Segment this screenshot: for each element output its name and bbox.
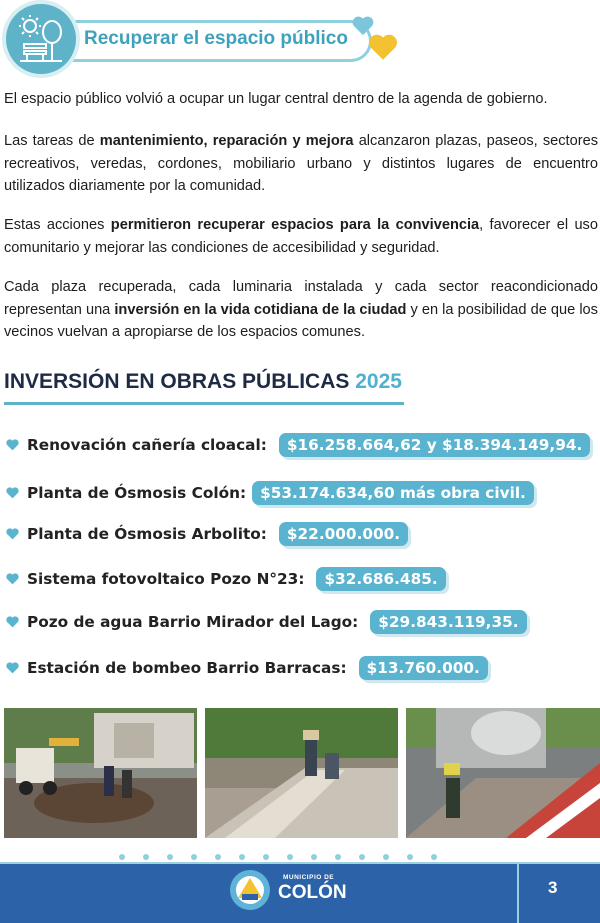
list-item [6,522,408,546]
photo-sewer-works [4,708,197,838]
item-label: Planta de Ósmosis Colón: [27,484,247,502]
item-value: $22.000.000. [279,522,408,546]
paragraph-tasks: Las tareas de mantenimiento, reparación y mejora alcanzaron plazas, paseos, sectores recreativos, veredas, cordones, mobiliario urbano y distintos lugares de encuentro utilizados diariamente por la comunidad. [4,133,598,194]
heart-bullet-icon [6,528,19,540]
item-label: Estación de bombeo Barrio Barracas: [27,659,347,677]
heart-bullet-icon [6,616,19,628]
heart-bullet-icon [6,573,19,585]
heart-bullet-icon [6,439,19,451]
municipal-logo [228,868,272,916]
list-item [6,433,590,457]
item-value: $32.686.485. [316,567,445,591]
city-name: COLÓN [278,882,347,903]
page-title: Recuperar el espacio público [84,28,348,49]
photo-concrete-works [406,708,600,838]
heart-icon [368,34,398,65]
list-item [6,567,446,591]
heart-bullet-icon [6,487,19,499]
list-item [6,656,488,680]
item-label: Sistema fotovoltaico Pozo N°23: [27,570,305,588]
item-value: $16.258.664,62 y $18.394.149,94. [279,433,590,457]
paragraph-investment: Cada plaza recuperada, cada luminaria instalada y cada sector reacondicionado representan una inversión en la vida cotidiana de la ciudad y en la posibilidad de que los vecinos vuelvan a apropiarse de los espacios comunes. [4,279,598,340]
item-label: Pozo de agua Barrio Mirador del Lago: [27,613,359,631]
page-number: 3 [548,878,558,897]
list-item [6,481,534,505]
municipality-caption: MUNICIPIO DE [283,874,335,881]
paragraph-actions: Estas acciones permitieron recuperar espacios para la convivencia, favorecer el uso comunitario y mejorar las condiciones de accesibilidad y seguridad. [4,217,598,256]
list-item [6,610,527,634]
item-value: $53.174.634,60 más obra civil. [252,481,534,505]
park-bench-icon [6,4,76,74]
item-label: Planta de Ósmosis Arbolito: [27,525,267,543]
paragraph-intro: El espacio público volvió a ocupar un lugar central dentro de la agenda de gobierno. [4,91,548,107]
item-label: Renovación cañería cloacal: [27,436,267,454]
photo-sidewalk-works [205,708,398,838]
heart-bullet-icon [6,662,19,674]
divider [4,402,404,405]
item-value: $29.843.119,35. [370,610,526,634]
page-number-box [517,864,600,923]
section-title: INVERSIÓN EN OBRAS PÚBLICAS 2025 [4,370,402,393]
item-value: $13.760.000. [359,656,488,680]
